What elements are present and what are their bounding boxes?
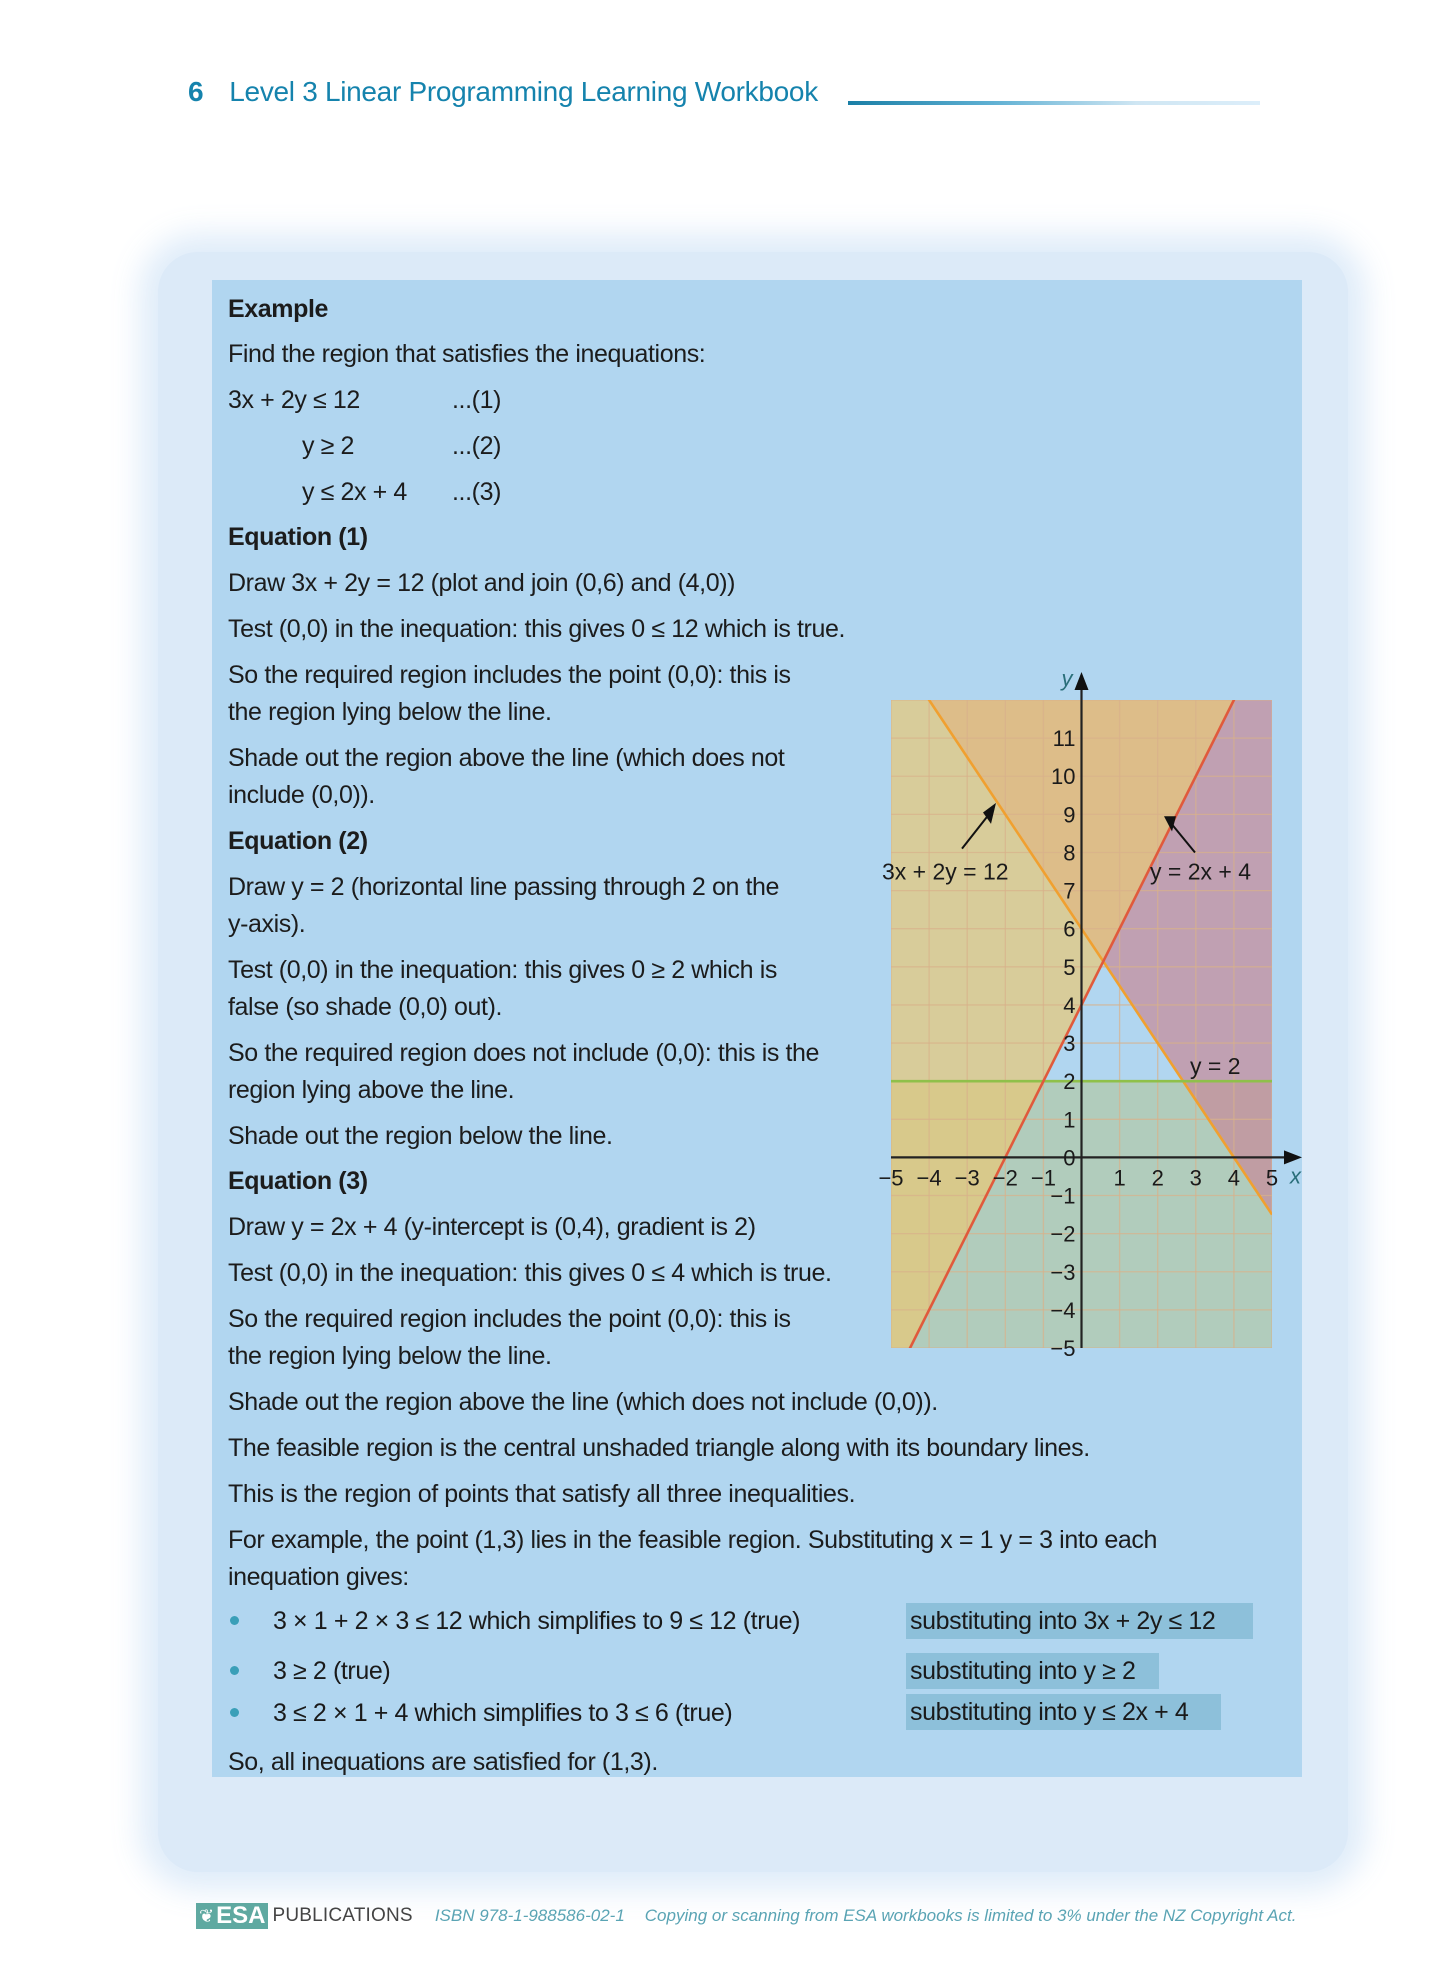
esa-logo [196, 1903, 268, 1929]
inequation-1-expr: 3x + 2y ≤ 12 [228, 386, 360, 414]
equation-1-line: So the required region includes the point (0,0): this is [228, 661, 791, 689]
y-tick-label: 1 [1063, 1107, 1076, 1133]
y-tick-label: −4 [1050, 1297, 1076, 1323]
y-tick-label: 10 [1051, 764, 1076, 790]
final-statement: So, all inequations are satisfied for (1,3). [228, 1748, 658, 1776]
x-tick-label: 2 [1151, 1165, 1164, 1191]
example-intro: Find the region that satisfies the inequations: [228, 340, 706, 368]
y-axis-label: y [1061, 666, 1073, 691]
bullet-dot-icon [230, 1666, 239, 1675]
y-tick-label: 7 [1063, 878, 1076, 904]
y-tick-label: 11 [1052, 726, 1076, 752]
publisher-name: PUBLICATIONS [272, 1905, 413, 1926]
equation-2-line: y-axis). [228, 910, 306, 938]
equation-1-line: the region lying below the line. [228, 698, 552, 726]
bullet-item [230, 1652, 390, 1690]
x-tick-label: −1 [1030, 1165, 1056, 1191]
x-tick-label: −4 [916, 1165, 942, 1191]
conclusion-line: The feasible region is the central unshaded triangle along with its boundary lines. [228, 1434, 1090, 1462]
y-tick-label: 0 [1063, 1145, 1076, 1171]
x-tick-label: 4 [1227, 1165, 1241, 1191]
inequality-graph [870, 660, 1310, 1380]
equation-2-heading: Equation (2) [228, 827, 368, 855]
y-tick-label: 2 [1063, 1069, 1076, 1095]
y-tick-label: 6 [1063, 916, 1076, 942]
x-tick-label: −2 [992, 1165, 1018, 1191]
page-number: 6 [188, 76, 204, 107]
x-tick-label: −5 [878, 1165, 904, 1191]
y-axis-arrow-icon [1075, 672, 1089, 690]
margin-note: substituting into y ≥ 2 [906, 1653, 1159, 1689]
bullet-dot-icon [230, 1616, 239, 1625]
equation-1-line: Shade out the region above the line (which does not [228, 744, 785, 772]
y-tick-label: 5 [1063, 954, 1076, 980]
equation-1-heading: Equation (1) [228, 523, 368, 551]
margin-note: substituting into y ≤ 2x + 4 [906, 1694, 1221, 1730]
x-tick-label: 1 [1113, 1165, 1126, 1191]
x-tick-label: 5 [1265, 1165, 1279, 1191]
equation-2-line: Test (0,0) in the inequation: this gives 0 ≥ 2 which is [228, 956, 777, 984]
page-footer [196, 1901, 1296, 1931]
equation-3-heading: Equation (3) [228, 1167, 368, 1195]
inequation-2-ref: ...(2) [452, 432, 501, 460]
bullet-dot-icon [230, 1708, 239, 1717]
equation-3-line: the region lying below the line. [228, 1342, 552, 1370]
equation-1-line: Test (0,0) in the inequation: this gives 0 ≤ 12 which is true. [228, 615, 846, 643]
y-tick-label: 4 [1063, 992, 1076, 1018]
leaf-icon: ❦ [199, 1905, 215, 1926]
equation-3-line: So the required region includes the point (0,0): this is [228, 1305, 791, 1333]
header-rule [848, 101, 1260, 105]
inequation-1 [228, 381, 360, 419]
equation-2-line: Shade out the region below the line. [228, 1122, 613, 1150]
bullet-text: 3 × 1 + 2 × 3 ≤ 12 which simplifies to 9 ≤ 12 (true) [273, 1607, 801, 1635]
y-tick-label: −1 [1050, 1183, 1076, 1209]
conclusion-line: inequation gives: [228, 1563, 409, 1591]
x-axis-arrow-icon [1284, 1150, 1302, 1164]
bullet-text: 3 ≤ 2 × 1 + 4 which simplifies to 3 ≤ 6 (true) [273, 1699, 733, 1727]
x-tick-label: −3 [954, 1165, 980, 1191]
x-axis-label: x [1290, 1163, 1301, 1189]
copyright-notice: Copying or scanning from ESA workbooks is limited to 3% under the NZ Copyright Act. [644, 1906, 1297, 1925]
example-heading: Example [228, 295, 329, 323]
conclusion-line: This is the region of points that satisfy all three inequalities. [228, 1480, 856, 1508]
y-tick-label: −3 [1050, 1259, 1076, 1285]
equation-3-line: Draw y = 2x + 4 (y-intercept is (0,4), gradient is 2) [228, 1213, 756, 1241]
conclusion-line: For example, the point (1,3) lies in the feasible region. Substituting x = 1 y = 3 into each [228, 1526, 1158, 1554]
x-tick-label: 3 [1189, 1165, 1202, 1191]
equation-3-line: Test (0,0) in the inequation: this gives 0 ≤ 4 which is true. [228, 1259, 832, 1287]
equation-2-line: So the required region does not include (0,0): this is the [228, 1039, 820, 1067]
equation-1-line: Draw 3x + 2y = 12 (plot and join (0,6) and (4,0)) [228, 569, 736, 597]
logo-text: ESA [216, 1902, 266, 1929]
isbn: ISBN 978-1-988586-02-1 [434, 1906, 625, 1925]
y-tick-label: 9 [1063, 802, 1076, 828]
y-tick-label: 3 [1063, 1031, 1076, 1057]
annotation-label: y = 2x + 4 [1150, 858, 1252, 885]
annotation-label: y = 2 [1190, 1052, 1241, 1079]
margin-note: substituting into 3x + 2y ≤ 12 [906, 1603, 1253, 1639]
equation-1-line: include (0,0)). [228, 781, 375, 809]
book-title: Level 3 Linear Programming Learning Workbook [229, 76, 818, 107]
y-tick-label: −5 [1050, 1336, 1076, 1361]
equation-3-line: Shade out the region above the line (which does not include (0,0)). [228, 1388, 938, 1416]
bullet-item [230, 1694, 732, 1732]
inequation-2-expr: y ≥ 2 [302, 432, 355, 460]
inequation-1-ref: ...(1) [452, 386, 501, 414]
running-header [188, 76, 818, 116]
inequation-3-expr: y ≤ 2x + 4 [302, 478, 407, 506]
equation-2-line: false (so shade (0,0) out). [228, 993, 503, 1021]
bullet-text: 3 ≥ 2 (true) [273, 1657, 391, 1685]
equation-2-line: region lying above the line. [228, 1076, 515, 1104]
equation-2-line: Draw y = 2 (horizontal line passing through 2 on the [228, 873, 780, 901]
inequation-3-ref: ...(3) [452, 478, 501, 506]
y-tick-label: 8 [1063, 840, 1076, 866]
annotation-label: 3x + 2y = 12 [882, 858, 1009, 885]
bullet-item [230, 1602, 800, 1640]
y-tick-label: −2 [1050, 1221, 1076, 1247]
